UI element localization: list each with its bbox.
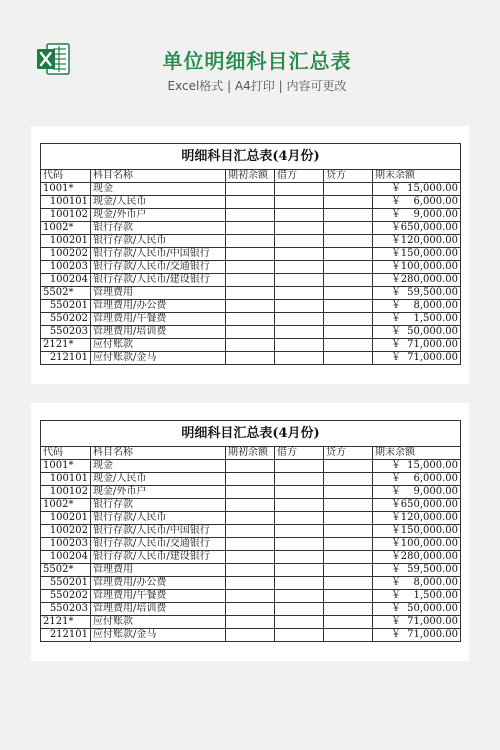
cell-closing — [373, 525, 461, 538]
summary-table — [40, 420, 461, 642]
cell-credit — [324, 616, 373, 629]
cell-credit — [324, 222, 373, 235]
table-row — [41, 512, 461, 525]
cell-debit — [275, 248, 324, 261]
cell-name: 银行存款/人民币/交通银行 — [91, 261, 226, 274]
currency-symbol: ￥ — [391, 473, 401, 484]
cell-name: 银行存款/人民币/中国银行 — [91, 525, 226, 538]
column-header: 贷方 — [324, 170, 373, 183]
cell-name: 现金/人民币 — [91, 196, 226, 209]
cell-name: 管理费用/午餐费 — [91, 590, 226, 603]
column-header: 期初余额 — [226, 170, 275, 183]
closing-amount: 8,000.00 — [413, 577, 459, 588]
cell-debit — [275, 564, 324, 577]
cell-credit — [324, 339, 373, 352]
table-row — [41, 287, 461, 300]
cell-code: 100101 — [41, 473, 91, 486]
table-row — [41, 313, 461, 326]
cell-opening — [226, 352, 275, 365]
cell-closing — [373, 300, 461, 313]
cell-name: 现金/人民币 — [91, 473, 226, 486]
cell-opening — [226, 313, 275, 326]
cell-credit — [324, 473, 373, 486]
currency-symbol: ￥ — [391, 577, 401, 588]
closing-amount: 1,500.00 — [413, 590, 459, 601]
cell-name: 现金/外币户 — [91, 486, 226, 499]
currency-symbol: ￥ — [391, 313, 401, 324]
cell-closing — [373, 339, 461, 352]
cell-name: 银行存款/人民币/中国银行 — [91, 248, 226, 261]
cell-debit — [275, 538, 324, 551]
cell-opening — [226, 274, 275, 287]
cell-opening — [226, 629, 275, 642]
closing-amount: 15,000.00 — [407, 460, 459, 471]
cell-opening — [226, 460, 275, 473]
cell-opening — [226, 339, 275, 352]
table-row — [41, 460, 461, 473]
currency-symbol: ￥ — [391, 538, 401, 549]
closing-amount: 280,000.00 — [400, 551, 459, 562]
cell-code: 2121* — [41, 616, 91, 629]
cell-credit — [324, 300, 373, 313]
cell-closing — [373, 499, 461, 512]
table-row — [41, 590, 461, 603]
cell-debit — [275, 235, 324, 248]
currency-symbol: ￥ — [391, 603, 401, 614]
cell-closing — [373, 616, 461, 629]
table-row — [41, 551, 461, 564]
cell-credit — [324, 499, 373, 512]
currency-symbol: ￥ — [391, 352, 401, 363]
cell-closing — [373, 577, 461, 590]
cell-closing — [373, 512, 461, 525]
table-row — [41, 300, 461, 313]
cell-credit — [324, 235, 373, 248]
cell-closing — [373, 590, 461, 603]
table-row — [41, 538, 461, 551]
cell-opening — [226, 248, 275, 261]
cell-credit — [324, 196, 373, 209]
cell-credit — [324, 564, 373, 577]
cell-closing — [373, 629, 461, 642]
cell-name: 银行存款/人民币/建设银行 — [91, 274, 226, 287]
table-row — [41, 629, 461, 642]
table-caption: 明细科目汇总表(4月份) — [41, 421, 461, 447]
cell-code: 100201 — [41, 235, 91, 248]
currency-symbol: ￥ — [391, 222, 401, 233]
cell-name: 银行存款/人民币 — [91, 235, 226, 248]
cell-name: 管理费用/培训费 — [91, 603, 226, 616]
cell-name: 应付账款 — [91, 339, 226, 352]
cell-closing — [373, 261, 461, 274]
cell-code: 212101 — [41, 629, 91, 642]
table-row — [41, 499, 461, 512]
cell-code: 550201 — [41, 577, 91, 590]
cell-closing — [373, 352, 461, 365]
table-row — [41, 183, 461, 196]
currency-symbol: ￥ — [391, 564, 401, 575]
table-row — [41, 274, 461, 287]
column-header: 贷方 — [324, 447, 373, 460]
cell-credit — [324, 274, 373, 287]
cell-name: 管理费用/办公费 — [91, 577, 226, 590]
cell-credit — [324, 590, 373, 603]
closing-amount: 650,000.00 — [400, 222, 459, 233]
cell-debit — [275, 313, 324, 326]
cell-code: 2121* — [41, 339, 91, 352]
cell-code: 100202 — [41, 248, 91, 261]
cell-opening — [226, 616, 275, 629]
table-row — [41, 222, 461, 235]
cell-name: 银行存款/人民币 — [91, 512, 226, 525]
closing-amount: 120,000.00 — [400, 235, 459, 246]
cell-opening — [226, 261, 275, 274]
cell-code: 100203 — [41, 261, 91, 274]
cell-closing — [373, 313, 461, 326]
cell-debit — [275, 473, 324, 486]
cell-closing — [373, 473, 461, 486]
closing-amount: 280,000.00 — [400, 274, 459, 285]
cell-debit — [275, 274, 324, 287]
cell-credit — [324, 352, 373, 365]
table-row — [41, 577, 461, 590]
table-row — [41, 261, 461, 274]
cell-name: 管理费用 — [91, 287, 226, 300]
cell-credit — [324, 287, 373, 300]
table-row — [41, 235, 461, 248]
column-header: 代码 — [41, 170, 91, 183]
cell-name: 银行存款/人民币/交通银行 — [91, 538, 226, 551]
closing-amount: 100,000.00 — [400, 261, 459, 272]
cell-name: 现金/外币户 — [91, 209, 226, 222]
currency-symbol: ￥ — [391, 629, 401, 640]
column-header: 科目名称 — [91, 170, 226, 183]
table-row — [41, 248, 461, 261]
cell-code: 550202 — [41, 590, 91, 603]
closing-amount: 150,000.00 — [400, 248, 459, 259]
cell-code: 550203 — [41, 603, 91, 616]
cell-code: 1001* — [41, 460, 91, 473]
cell-credit — [324, 486, 373, 499]
table-row — [41, 525, 461, 538]
cell-debit — [275, 499, 324, 512]
currency-symbol: ￥ — [391, 300, 401, 311]
summary-table — [40, 143, 461, 365]
cell-closing — [373, 235, 461, 248]
cell-name: 应付账款/金马 — [91, 352, 226, 365]
cell-closing — [373, 287, 461, 300]
closing-amount: 50,000.00 — [407, 603, 459, 614]
cell-opening — [226, 222, 275, 235]
cell-closing — [373, 538, 461, 551]
cell-credit — [324, 183, 373, 196]
cell-debit — [275, 209, 324, 222]
cell-code: 550201 — [41, 300, 91, 313]
cell-opening — [226, 300, 275, 313]
cell-debit — [275, 486, 324, 499]
cell-code: 1001* — [41, 183, 91, 196]
cell-debit — [275, 183, 324, 196]
cell-closing — [373, 248, 461, 261]
table-row — [41, 352, 461, 365]
cell-opening — [226, 551, 275, 564]
currency-symbol: ￥ — [391, 616, 401, 627]
currency-symbol: ￥ — [391, 590, 401, 601]
column-header: 期末余额 — [373, 170, 461, 183]
cell-debit — [275, 339, 324, 352]
currency-symbol: ￥ — [391, 525, 401, 536]
cell-closing — [373, 486, 461, 499]
cell-opening — [226, 564, 275, 577]
cell-name: 应付账款 — [91, 616, 226, 629]
cell-name: 银行存款/人民币/建设银行 — [91, 551, 226, 564]
column-header: 科目名称 — [91, 447, 226, 460]
page-header — [0, 0, 500, 120]
table-row — [41, 339, 461, 352]
cell-opening — [226, 512, 275, 525]
column-header: 代码 — [41, 447, 91, 460]
cell-credit — [324, 525, 373, 538]
cell-credit — [324, 313, 373, 326]
closing-amount: 71,000.00 — [407, 339, 459, 350]
cell-opening — [226, 538, 275, 551]
cell-credit — [324, 326, 373, 339]
cell-closing — [373, 209, 461, 222]
closing-amount: 650,000.00 — [400, 499, 459, 510]
cell-opening — [226, 287, 275, 300]
cell-code: 100102 — [41, 486, 91, 499]
cell-opening — [226, 235, 275, 248]
cell-debit — [275, 460, 324, 473]
closing-amount: 9,000.00 — [413, 209, 459, 220]
table-row — [41, 616, 461, 629]
cell-debit — [275, 616, 324, 629]
currency-symbol: ￥ — [391, 196, 401, 207]
cell-credit — [324, 209, 373, 222]
cell-code: 100203 — [41, 538, 91, 551]
cell-opening — [226, 326, 275, 339]
cell-debit — [275, 603, 324, 616]
currency-symbol: ￥ — [391, 486, 401, 497]
table-row — [41, 564, 461, 577]
table-row — [41, 603, 461, 616]
cell-opening — [226, 590, 275, 603]
closing-amount: 120,000.00 — [400, 512, 459, 523]
sheet-preview-1 — [31, 126, 469, 384]
column-header: 借方 — [275, 170, 324, 183]
cell-credit — [324, 512, 373, 525]
cell-code: 100101 — [41, 196, 91, 209]
currency-symbol: ￥ — [391, 209, 401, 220]
cell-name: 现金 — [91, 183, 226, 196]
cell-debit — [275, 512, 324, 525]
cell-closing — [373, 564, 461, 577]
closing-amount: 71,000.00 — [407, 352, 459, 363]
page-title: 单位明细科目汇总表 — [162, 49, 352, 73]
cell-debit — [275, 577, 324, 590]
closing-amount: 9,000.00 — [413, 486, 459, 497]
cell-credit — [324, 261, 373, 274]
cell-closing — [373, 222, 461, 235]
table-row — [41, 209, 461, 222]
cell-name: 管理费用/办公费 — [91, 300, 226, 313]
cell-name: 管理费用 — [91, 564, 226, 577]
column-header: 借方 — [275, 447, 324, 460]
cell-debit — [275, 222, 324, 235]
cell-closing — [373, 274, 461, 287]
currency-symbol: ￥ — [391, 287, 401, 298]
cell-credit — [324, 603, 373, 616]
currency-symbol: ￥ — [391, 274, 401, 285]
closing-amount: 71,000.00 — [407, 616, 459, 627]
cell-code: 5502* — [41, 287, 91, 300]
cell-closing — [373, 326, 461, 339]
cell-closing — [373, 183, 461, 196]
currency-symbol: ￥ — [391, 551, 401, 562]
cell-debit — [275, 196, 324, 209]
cell-credit — [324, 577, 373, 590]
closing-amount: 6,000.00 — [413, 473, 459, 484]
cell-debit — [275, 326, 324, 339]
currency-symbol: ￥ — [391, 512, 401, 523]
table-row — [41, 486, 461, 499]
cell-code: 212101 — [41, 352, 91, 365]
currency-symbol: ￥ — [391, 326, 401, 337]
cell-opening — [226, 183, 275, 196]
cell-opening — [226, 209, 275, 222]
table-row — [41, 326, 461, 339]
cell-code: 1002* — [41, 222, 91, 235]
closing-amount: 150,000.00 — [400, 525, 459, 536]
cell-code: 5502* — [41, 564, 91, 577]
table-header-row — [41, 170, 461, 183]
cell-debit — [275, 261, 324, 274]
sheet-preview-2 — [31, 403, 469, 661]
cell-code: 100201 — [41, 512, 91, 525]
currency-symbol: ￥ — [391, 460, 401, 471]
currency-symbol: ￥ — [391, 261, 401, 272]
cell-closing — [373, 460, 461, 473]
cell-opening — [226, 525, 275, 538]
cell-code: 550203 — [41, 326, 91, 339]
cell-code: 100204 — [41, 551, 91, 564]
cell-credit — [324, 551, 373, 564]
cell-debit — [275, 629, 324, 642]
cell-code: 550202 — [41, 313, 91, 326]
cell-credit — [324, 248, 373, 261]
closing-amount: 6,000.00 — [413, 196, 459, 207]
cell-debit — [275, 300, 324, 313]
cell-credit — [324, 629, 373, 642]
closing-amount: 71,000.00 — [407, 629, 459, 640]
column-header: 期末余额 — [373, 447, 461, 460]
cell-closing — [373, 551, 461, 564]
closing-amount: 8,000.00 — [413, 300, 459, 311]
currency-symbol: ￥ — [391, 499, 401, 510]
currency-symbol: ￥ — [391, 248, 401, 259]
cell-credit — [324, 538, 373, 551]
cell-name: 银行存款 — [91, 222, 226, 235]
cell-opening — [226, 486, 275, 499]
currency-symbol: ￥ — [391, 339, 401, 350]
currency-symbol: ￥ — [391, 183, 401, 194]
cell-debit — [275, 287, 324, 300]
cell-debit — [275, 352, 324, 365]
cell-name: 现金 — [91, 460, 226, 473]
cell-debit — [275, 551, 324, 564]
cell-credit — [324, 460, 373, 473]
table-row — [41, 196, 461, 209]
cell-code: 1002* — [41, 499, 91, 512]
closing-amount: 15,000.00 — [407, 183, 459, 194]
closing-amount: 59,500.00 — [407, 564, 459, 575]
page-subtitle: Excel格式 | A4打印 | 内容可更改 — [167, 79, 347, 93]
cell-name: 银行存款 — [91, 499, 226, 512]
cell-code: 100202 — [41, 525, 91, 538]
column-header: 期初余额 — [226, 447, 275, 460]
cell-debit — [275, 590, 324, 603]
table-caption: 明细科目汇总表(4月份) — [41, 144, 461, 170]
cell-opening — [226, 499, 275, 512]
cell-closing — [373, 603, 461, 616]
closing-amount: 59,500.00 — [407, 287, 459, 298]
cell-closing — [373, 196, 461, 209]
cell-code: 100204 — [41, 274, 91, 287]
closing-amount: 1,500.00 — [413, 313, 459, 324]
table-header-row — [41, 447, 461, 460]
table-row — [41, 473, 461, 486]
closing-amount: 100,000.00 — [400, 538, 459, 549]
closing-amount: 50,000.00 — [407, 326, 459, 337]
cell-opening — [226, 473, 275, 486]
cell-opening — [226, 603, 275, 616]
currency-symbol: ￥ — [391, 235, 401, 246]
cell-name: 应付账款/金马 — [91, 629, 226, 642]
cell-opening — [226, 196, 275, 209]
cell-code: 100102 — [41, 209, 91, 222]
cell-name: 管理费用/培训费 — [91, 326, 226, 339]
cell-opening — [226, 577, 275, 590]
cell-name: 管理费用/午餐费 — [91, 313, 226, 326]
cell-debit — [275, 525, 324, 538]
